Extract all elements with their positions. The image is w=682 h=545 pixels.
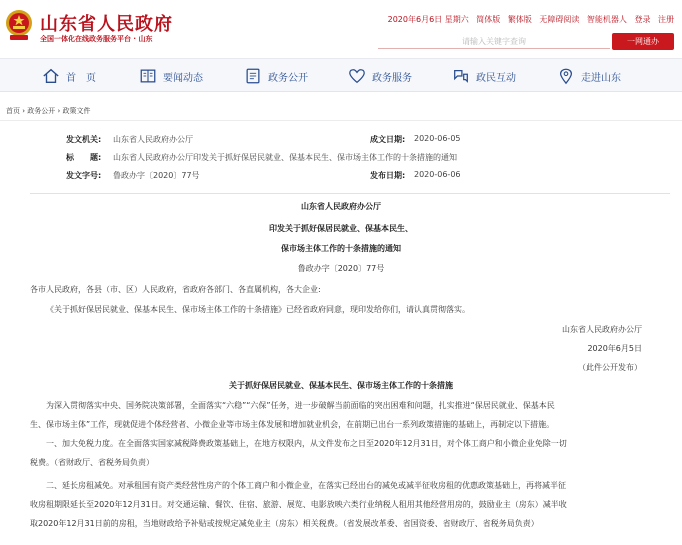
pub-value: 2020-06-06 (414, 170, 461, 179)
divider (30, 193, 670, 194)
site-subtitle: 全国一体化在线政务服务平台 · 山东 (40, 35, 153, 43)
document-icon (244, 67, 262, 85)
date-label: 成文日期: (370, 135, 406, 144)
meta-row (40, 152, 640, 167)
login-link[interactable]: 登录 (634, 15, 651, 24)
site-header (0, 0, 682, 58)
issuer-value: 山东省人民政府办公厅 (113, 135, 193, 144)
body-line: 一、加大免税力度。在全面落实国家减税降费政策基础上，在地方权限内，从文件发布之日至2020年12月31日，对个体工商户和小微企业免除一切 (46, 439, 567, 448)
body-line: 生、保市场主体”工作，现就促进个体经营者、小微企业等市场主体发展和增加就业机会，在前期已出台一系列政策措施的基础上，再制定以下措施。 (30, 420, 555, 429)
search-button[interactable]: 一网通办 (612, 33, 674, 50)
nav-label: 首 页 (66, 72, 96, 84)
divider (0, 120, 682, 121)
nav-item-news[interactable] (139, 59, 203, 93)
nav-label: 走进山东 (581, 72, 621, 84)
simplified-link[interactable]: 简体版 (476, 15, 501, 24)
nav-item-services[interactable] (348, 59, 412, 93)
body-line: 二、延长房租减免。对承租国有资产类经营性房产的个体工商户和小微企业，在落实已经出台的减免或减半征收房租的优惠政策基础上，再将减半征 (46, 481, 566, 490)
interaction-icon (452, 67, 470, 85)
nav-label: 政务服务 (372, 72, 412, 84)
main-nav (0, 58, 682, 92)
section-title: 关于抓好保居民就业、保基本民生、保市场主体工作的十条措施 (229, 381, 453, 390)
current-date: 2020年6月6日 星期六 (387, 15, 469, 24)
nav-item-interaction[interactable] (452, 59, 516, 93)
body-line: 税费。（省财政厅、省税务局负责） (30, 458, 154, 467)
map-pin-icon (557, 67, 575, 85)
nav-label: 政民互动 (476, 72, 516, 84)
nav-item-shandong[interactable] (557, 59, 621, 93)
meta-row (40, 170, 640, 185)
num-label: 发文字号: (66, 171, 102, 180)
title-value: 山东省人民政府办公厅印发关于抓好保居民就业、保基本民生、保市场主体工作的十条措施的通知 (113, 153, 457, 162)
register-link[interactable]: 注册 (658, 15, 674, 24)
date-value: 2020-06-05 (414, 134, 461, 143)
accessibility-link[interactable]: 无障碍阅读 (539, 15, 580, 24)
document-meta (40, 130, 640, 190)
title-label: 标 题: (66, 153, 102, 162)
robot-link[interactable]: 智能机器人 (586, 15, 627, 24)
signature-date: 2020年6月5日 (587, 344, 642, 353)
document-title-line2: 保市场主体工作的十条措施的通知 (281, 244, 401, 253)
traditional-link[interactable]: 繁体版 (507, 15, 532, 24)
heart-service-icon (348, 67, 366, 85)
issuer-label: 发文机关: (66, 135, 102, 144)
pub-label: 发布日期: (370, 171, 406, 180)
meta-row (40, 134, 640, 149)
top-links (388, 14, 674, 25)
document-issuer: 山东省人民政府办公厅 (301, 202, 381, 211)
nav-item-home[interactable] (42, 59, 96, 93)
national-emblem-icon (4, 8, 34, 42)
home-icon (42, 67, 60, 85)
intro-paragraph: 《关于抓好保居民就业、保基本民生、保市场主体工作的十条措施》已经省政府同意，现印发给你们，请认真贯彻落实。 (46, 305, 470, 314)
site-title[interactable]: 山东省人民政府 (40, 14, 173, 35)
signature-org: 山东省人民政府办公厅 (562, 325, 642, 334)
nav-label: 要闻动态 (163, 72, 203, 84)
newspaper-icon (139, 67, 157, 85)
body-line: 收房租期限延长至2020年12月31日。对交通运输、餐饮、住宿、旅游、展览、电影放映六类行业纳税人租用其他经营用房的，鼓励业主（房东）减半收 (30, 500, 567, 509)
body-line: 为深入贯彻落实中央、国务院决策部署，全面落实“六稳”“六保”任务，进一步破解当前面临的突出困难和问题，扎实推进“保居民就业、保基本民 (46, 401, 555, 410)
num-value: 鲁政办字〔2020〕77号 (113, 171, 200, 180)
body-line: 取2020年12月31日前的房租，当地财政给予补贴或按规定减免业主（房东）相关税费。（省发展改革委、省国资委、省财政厅、省税务局负责） (30, 519, 539, 528)
nav-item-gov-info[interactable] (244, 59, 308, 93)
document-title-line1: 印发关于抓好保居民就业、保基本民生、 (269, 224, 413, 233)
salutation: 各市人民政府，各县（市、区）人民政府，省政府各部门、各直属机构，各大企业: (30, 285, 321, 294)
breadcrumb[interactable]: 首页 › 政务公开 › 政策文件 (6, 107, 91, 115)
publish-note: （此件公开发布） (578, 363, 642, 372)
search-input[interactable] (378, 34, 610, 49)
nav-label: 政务公开 (268, 72, 308, 84)
document-number: 鲁政办字〔2020〕77号 (297, 264, 385, 273)
